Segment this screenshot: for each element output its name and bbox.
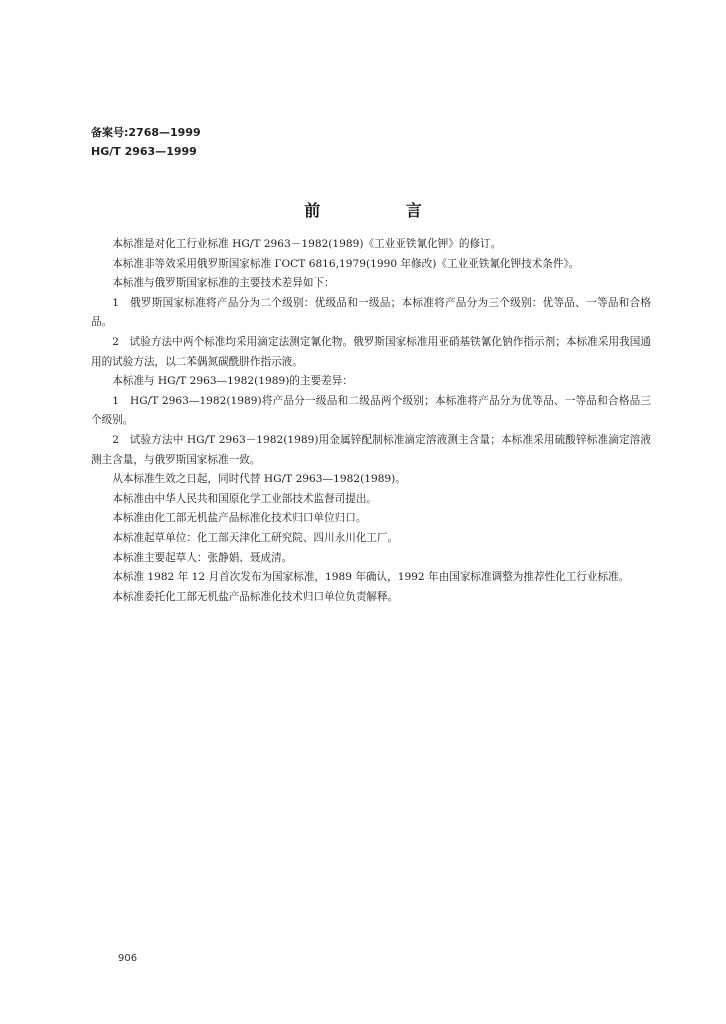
paragraph: 本标准主要起草人：张静娟、聂成清。 (112, 551, 293, 564)
foreword-body (91, 235, 651, 607)
paragraph: 1 俄罗斯国家标准将产品分为二个级别：优级品和一级品；本标准将产品分为三个级别：优等品、一等品和合格品。 (91, 296, 651, 329)
paragraph: 本标准与俄罗斯国家标准的主要技术差异如下： (112, 277, 335, 290)
paragraph: 本标准与 HG/T 2963—1982(1989)的主要差异： (112, 375, 353, 388)
paragraph: 1 HG/T 2963—1982(1989)将产品分一级品和二级品两个级别；本标准将产品分为优等品、一等品和合格品三个级别。 (91, 394, 651, 427)
paragraph: 2 试验方法中 HG/T 2963－1982(1989)用金属锌配制标准滴定溶液测主含量；本标准采用硫酸锌标准滴定溶液测主含量，与俄罗斯国家标准一致。 (91, 433, 651, 466)
document-header (91, 123, 201, 161)
paragraph: 本标准是对化工行业标准 HG/T 2963－1982(1989)《工业亚铁氰化钾》的修订。 (112, 238, 502, 250)
paragraph: 本标准非等效采用俄罗斯国家标准 ГОСТ 6816,1979(1990 年修改)《工业亚铁氰化钾技术条件》。 (112, 257, 580, 270)
page-number: 906 (118, 953, 138, 964)
paragraph: 本标准委托化工部无机盐产品标准化技术归口单位负责解释。 (112, 590, 399, 603)
page-title: 前 言 (304, 201, 462, 220)
paragraph: 本标准由化工部无机盐产品标准化技术归口单位归口。 (112, 512, 367, 525)
paragraph: 本标准起草单位：化工部天津化工研究院、四川永川化工厂。 (112, 531, 399, 544)
standard-code: HG/T 2963—1999 (91, 145, 197, 158)
paragraph: 本标准由中华人民共和国原化学工业部技术监督司提出。 (112, 492, 378, 505)
record-number: 备案号:2768—1999 (91, 126, 201, 139)
paragraph: 本标准 1982 年 12 月首次发布为国家标准，1989 年确认，1992 年由国家标准调整为推荐性化工行业标准。 (112, 571, 630, 584)
paragraph: 2 试验方法中两个标准均采用滴定法测定氰化物。俄罗斯国家标准用亚硝基铁氰化钠作指示剂；本标准采用我国通用的试验方法，以二苯偶氮碳酰肼作指示液。 (91, 335, 651, 368)
paragraph: 从本标准生效之日起，同时代替 HG/T 2963—1982(1989)。 (112, 473, 406, 486)
